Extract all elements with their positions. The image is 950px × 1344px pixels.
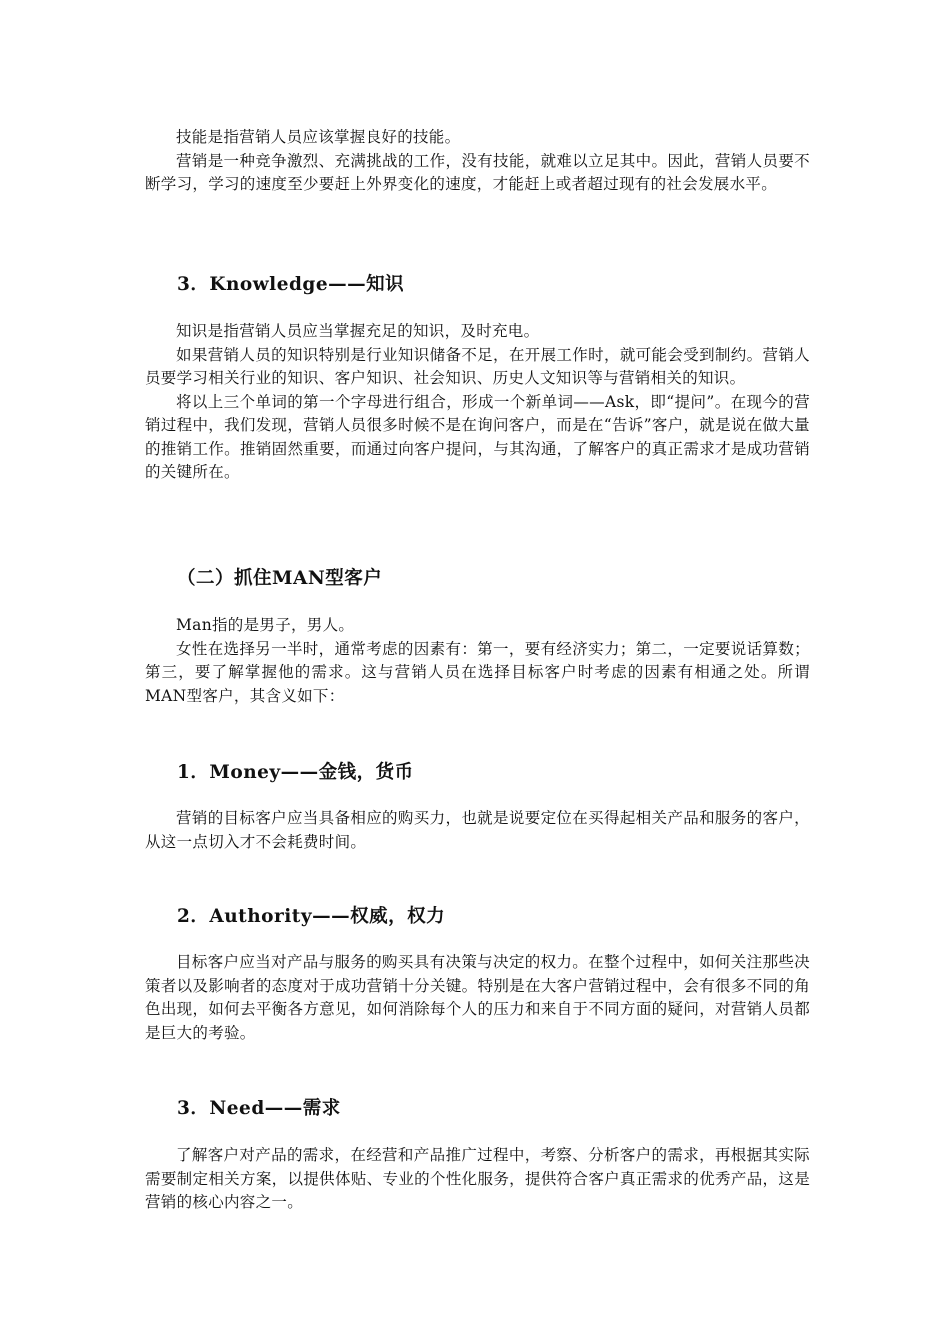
paragraph: 营销是一种竞争激烈、充满挑战的工作，没有技能，就难以立足其中。因此，营销人员要不断学习，学习的速度至少要赶上外界变化的速度，才能赶上或者超过现有的社会发展水平。: [145, 151, 810, 193]
paragraph: 如果营销人员的知识特别是行业知识储备不足，在开展工作时，就可能会受到制约。营销人员要学习相关行业的知识、客户知识、社会知识、历史人文知识等与营销相关的知识。: [145, 345, 810, 387]
paragraph: 将以上三个单词的第一个字母进行组合，形成一个新单词——Ask，即“提问”。在现今的营销过程中，我们发现，营销人员很多时候不是在询问客户，而是在“告诉”客户，就是说在做大量的推销工作。推销固然重要，而通过向客户提问，与其沟通，了解客户的真正需求才是成功营销的关键所在。: [145, 392, 810, 481]
money-body: [145, 807, 810, 854]
knowledge-body: [145, 320, 810, 485]
paragraph: 知识是指营销人员应当掌握充足的知识，及时充电。: [176, 322, 540, 340]
section-heading: 1．Money——金钱，货币: [177, 762, 414, 783]
paragraph: 目标客户应当对产品与服务的购买具有决策与决定的权力。在整个过程中，如何关注那些决策者以及影响者的态度对于成功营销十分关键。特别是在大客户营销过程中，会有很多不同的角色出现，如何去平衡各方意见，如何消除每个人的压力和来自于不同方面的疑问，对营销人员都是巨大的考验。: [145, 953, 810, 1042]
skill-section: [145, 126, 810, 197]
section-heading: （二）抓住MAN型客户: [177, 568, 383, 589]
paragraph: 了解客户对产品的需求，在经营和产品推广过程中，考察、分析客户的需求，再根据其实际需要制定相关方案，以提供体贴、专业的个性化服务，提供符合客户真正需求的优秀产品，这是营销的核心内容之一。: [145, 1146, 810, 1211]
section-heading: 2．Authority——权威，权力: [177, 906, 446, 927]
paragraph: 女性在选择另一半时，通常考虑的因素有：第一，要有经济实力；第二，一定要说话算数；第三，要了解掌握他的需求。这与营销人员在选择目标客户时考虑的因素有相通之处。所谓MAN型客户，其含义如下：: [145, 639, 810, 705]
need-section: [145, 1096, 810, 1122]
paragraph: 营销的目标客户应当具备相应的购买力，也就是说要定位在买得起相关产品和服务的客户，从这一点切入才不会耗费时间。: [145, 809, 810, 851]
paragraph: Man指的是男子，男人。: [176, 616, 355, 634]
knowledge-section: [145, 272, 810, 298]
man-section: [145, 566, 810, 592]
section-heading: 3．Need——需求: [177, 1098, 341, 1119]
need-body: [145, 1144, 810, 1215]
money-section: [145, 760, 810, 786]
section-heading: 3．Knowledge——知识: [177, 274, 405, 295]
man-body: [145, 614, 810, 708]
authority-body: [145, 951, 810, 1045]
authority-section: [145, 904, 810, 930]
paragraph: 技能是指营销人员应该掌握良好的技能。: [176, 128, 461, 146]
